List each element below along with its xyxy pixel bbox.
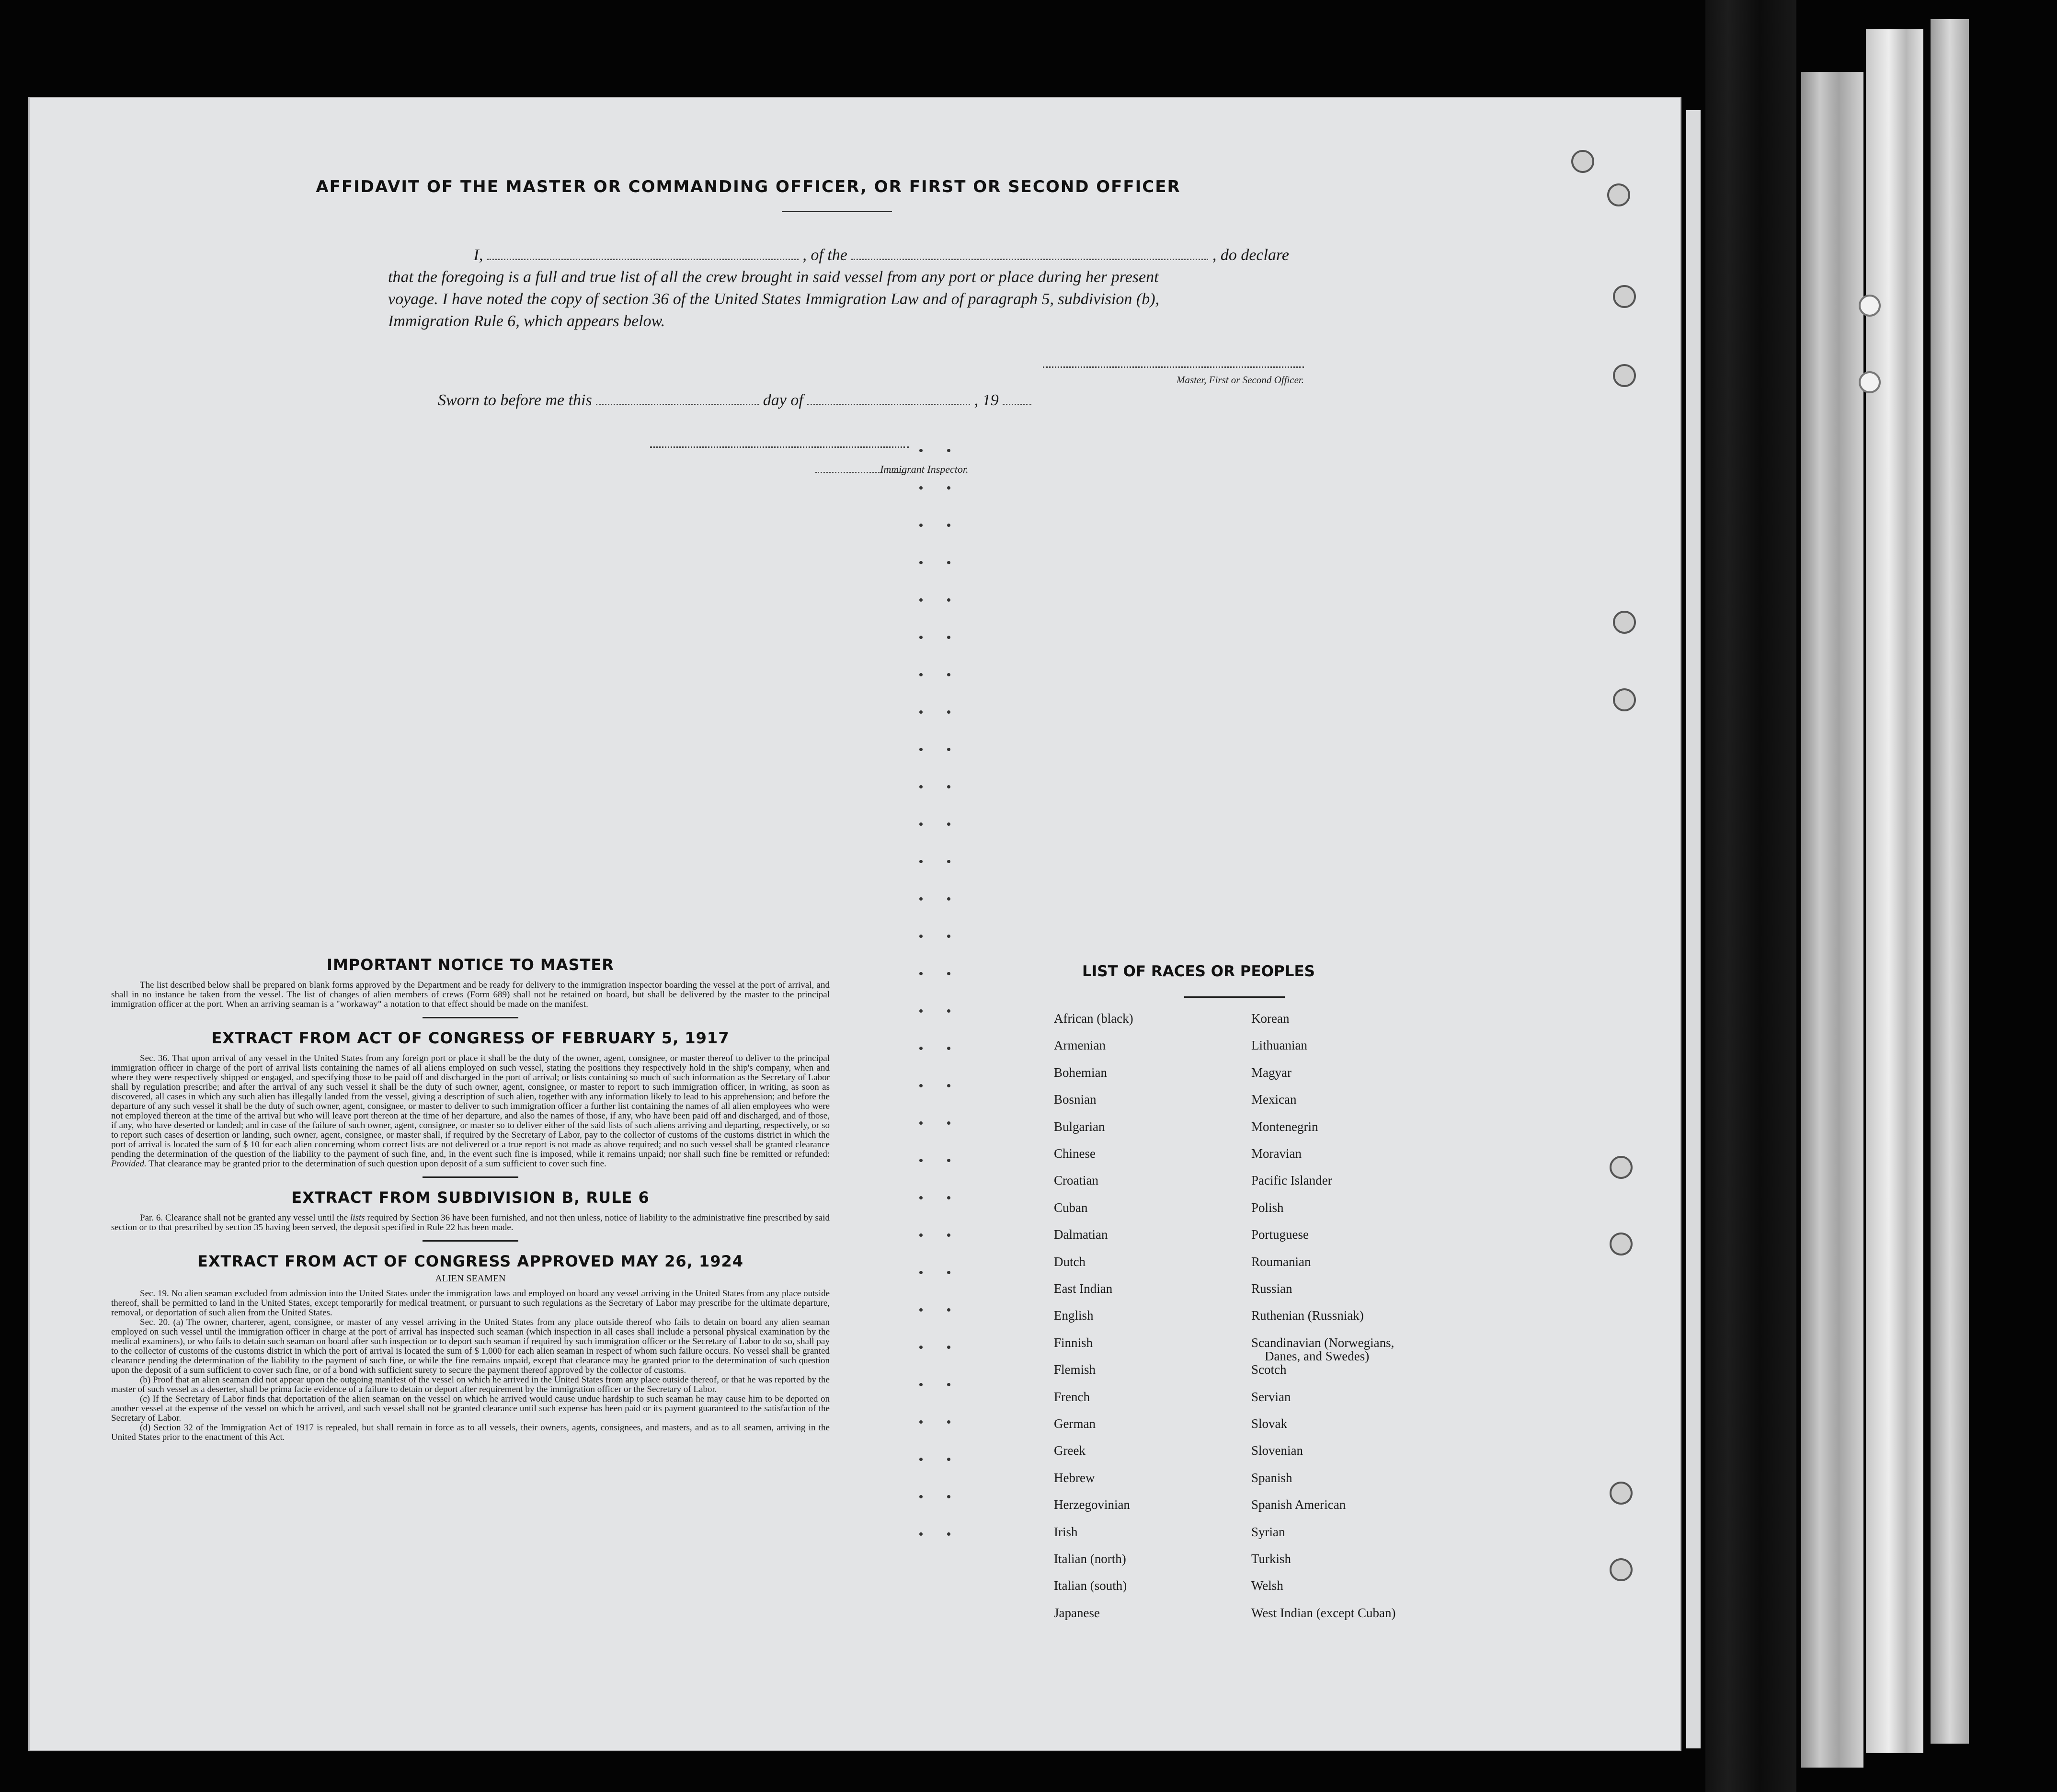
race-item: Portuguese <box>1251 1227 1309 1242</box>
punch-hole-icon <box>1610 1482 1633 1505</box>
column-tick-mark <box>947 1495 950 1498</box>
sworn-statement <box>438 391 1031 410</box>
column-tick-mark <box>919 785 923 788</box>
race-item: Korean <box>1251 1011 1290 1026</box>
column-tick-mark <box>919 598 923 602</box>
inspector-label: Immigrant Inspector. <box>880 463 969 475</box>
column-tick-mark <box>919 897 923 901</box>
column-tick-mark <box>947 673 950 676</box>
master-name-blank[interactable] <box>487 254 799 260</box>
race-item: Cuban <box>1054 1200 1088 1215</box>
paper-stack-shadow <box>1705 0 1796 1792</box>
race-item: Italian (north) <box>1054 1552 1126 1566</box>
race-item: Welsh <box>1251 1578 1283 1593</box>
column-tick-mark <box>919 1383 923 1386</box>
act-1924-sec-20c: (c) If the Secretary of Labor finds that deportation of the alien seaman on the vessel on which he arrived would cause undue hardship to such seaman he may cause him to be deported on another vessel at the expense of the vessel on which he arrived, and such vessel shall not be granted clearance until such expense has been paid or its payment guaranteed to the satisfaction of the Secretary of Labor. <box>111 1394 830 1423</box>
act-1924-sec-20d: (d) Section 32 of the Immigration Act of 1917 is repealed, but shall remain in force as to all vessels, their owners, agents, consignees, and masters, and as to all seamen, arriving in the United States prior to the enactment of this Act. <box>111 1423 830 1442</box>
column-tick-mark <box>919 822 923 826</box>
column-tick-mark <box>947 1346 950 1349</box>
inspector-signature-line[interactable] <box>650 446 909 448</box>
column-tick-mark <box>947 1420 950 1424</box>
column-tick-mark <box>919 1458 923 1461</box>
column-tick-mark <box>947 860 950 863</box>
column-tick-mark <box>919 673 923 676</box>
race-item: Dalmatian <box>1054 1227 1108 1242</box>
column-tick-mark <box>947 598 950 602</box>
column-tick-mark <box>947 1308 950 1312</box>
race-item: Italian (south) <box>1054 1578 1127 1593</box>
race-item: West Indian (except Cuban) <box>1251 1605 1396 1620</box>
column-tick-mark <box>919 748 923 751</box>
column-tick-mark <box>919 1420 923 1424</box>
column-tick-mark <box>947 935 950 938</box>
punch-hole-icon <box>1610 1233 1633 1256</box>
sworn-day-of: day of <box>763 391 803 409</box>
punch-hole-icon <box>1571 150 1594 173</box>
declaration-line-3: voyage. I have noted the copy of section 36 of the United States Immigration Law and of paragraph 5, subdivision (b), <box>388 290 1160 308</box>
rule-6-heading: EXTRACT FROM SUBDIVISION B, RULE 6 <box>291 1188 650 1207</box>
column-tick-mark <box>919 1196 923 1199</box>
race-item: Croatian <box>1054 1173 1098 1188</box>
race-item: East Indian <box>1054 1281 1113 1296</box>
document-page <box>30 98 1680 1750</box>
punch-hole-icon <box>1859 371 1881 393</box>
rule-6-text: Par. 6. Clearance shall not be granted any vessel until the lists required by Section 36 have been furnished, and not then unless, notice of liability to the administrative fine prescribed by said section or to that prescribed by section 35 having been served, the deposit specified in Rule 22 has been made. <box>111 1213 830 1233</box>
column-tick-mark <box>919 1495 923 1498</box>
column-tick-mark <box>919 860 923 863</box>
punch-hole-icon <box>1610 1558 1633 1581</box>
race-item: Danes, and Swedes) <box>1265 1348 1370 1363</box>
race-item: African (black) <box>1054 1011 1133 1026</box>
race-item: Spanish American <box>1251 1497 1346 1512</box>
column-tick-mark <box>947 1047 950 1050</box>
column-tick-mark <box>947 1532 950 1536</box>
column-tick-mark <box>919 1159 923 1162</box>
column-tick-mark <box>919 1047 923 1050</box>
race-item: Finnish <box>1054 1335 1093 1350</box>
column-tick-mark <box>947 524 950 527</box>
column-tick-mark <box>919 449 923 452</box>
race-item: Greek <box>1054 1443 1086 1458</box>
race-item: Turkish <box>1251 1552 1291 1566</box>
column-tick-mark <box>947 710 950 714</box>
punch-hole-icon <box>1613 364 1636 387</box>
race-item: Magyar <box>1251 1065 1291 1080</box>
race-item: Servian <box>1251 1389 1291 1404</box>
paper-stack-edge <box>1686 110 1701 1748</box>
race-item: Spanish <box>1251 1470 1292 1485</box>
sworn-year: , 19 <box>974 391 999 409</box>
race-item: Japanese <box>1054 1605 1100 1620</box>
race-item: Moravian <box>1251 1146 1302 1161</box>
race-item: Dutch <box>1054 1254 1086 1269</box>
act-1924-sec-19: Sec. 19. No alien seaman excluded from admission into the United States under the immigration laws and employed on board any vessel arriving in the United States from any place outside thereof, shall be permitted to land in the United States, except temporarily for medical treatment, or pursuant to such regulations as the Secretary of Labor may prescribe for the ultimate departure, removal, or deportation of such alien from the United States. <box>111 1289 830 1318</box>
column-tick-mark <box>947 785 950 788</box>
punch-hole-icon <box>1613 285 1636 308</box>
column-tick-mark <box>919 636 923 639</box>
column-tick-mark <box>919 486 923 490</box>
race-item: Syrian <box>1251 1524 1285 1539</box>
vessel-name-blank[interactable] <box>851 254 1208 260</box>
race-item: Ruthenian (Russniak) <box>1251 1308 1364 1323</box>
column-tick-mark <box>919 935 923 938</box>
race-item: Scandinavian (Norwegians, <box>1251 1335 1394 1350</box>
act-1924-subheading: ALIEN SEAMEN <box>435 1273 506 1284</box>
important-notice-heading: IMPORTANT NOTICE TO MASTER <box>327 956 614 974</box>
title-divider <box>782 211 892 212</box>
declaration-do-declare: , do declare <box>1212 246 1290 264</box>
column-tick-mark <box>947 1458 950 1461</box>
master-signature-line[interactable] <box>1043 366 1304 368</box>
column-tick-mark <box>947 822 950 826</box>
act-1917-text: Sec. 36. That upon arrival of any vessel in the United States from any foreign port or place it shall be the duty of the owner, agent, consignee, or master thereof to deliver to the principal immigration officer in charge of the port of arrival lists containing the names of all aliens employed on such vessel, stating the positions they respectively hold in the ship's company, when and where they were respectively shipped or engaged, and specifying those to be paid off and discharged in the port of arrival; or lists containing so much of such information as the Secretary of Labor shall by regulation prescribe; and after the arrival of any such vessel it shall be the duty of such owner, agent, consignee, or master to report to such immigration officer, in writing, as soon as discovered, all cases in which any such alien has illegally landed from the vessel, giving a description of such alien, together with any information likely to lead to his apprehension; and before the departure of any such vessel it shall be the duty of such owner, agent, consignee, or master to deliver to such immigration officer a further list containing the names of all alien employees who were not employed thereon at the time of the arrival but who will leave port thereon at the time of her departure, and also the names of those, if any, who have been paid off and discharged, and of those, if any, who have deserted or landed; and in case of the failure of such owner, agent, consignee, or master so to deliver either of the said lists of such aliens arriving and departing, respectively, or so to report such cases of desertion or landing, such owner, agent, consignee, or master shall, if required by the Secretary of Labor, pay to the collector of customs of the customs district in which the port of arrival is located the sum of $ 10 for each alien concerning whom correct lists are not delivered or a true report is not made as above required; and no such vessel shall be granted clearance pending the determination of the question of the liability to the payment of such fine, and, in the event such fine is imposed, while it remains unpaid; nor shall such fine be remitted or refunded: Provided. That clearance may be granted prior to the determination of such question upon deposit of a sum sufficient to cover such fine. <box>111 1053 830 1169</box>
race-item: Bohemian <box>1054 1065 1107 1080</box>
races-heading: LIST OF RACES OR PEOPLES <box>1082 963 1315 980</box>
declaration-i: I, <box>473 246 483 264</box>
race-item: Armenian <box>1054 1038 1106 1053</box>
punch-hole-icon <box>1613 611 1636 634</box>
act-1924-sec-20b: (b) Proof that an alien seaman did not appear upon the outgoing manifest of the vessel on which he arrived in the United States from any place outside thereof, or that he was reported by the master of such vessel as a deserter, shall be prima facie evidence of a failure to detain or deport after requirement by the immigration officer or the Secretary of Labor. <box>111 1375 830 1394</box>
column-tick-mark <box>919 1084 923 1087</box>
paper-stack-sheet <box>1866 29 1923 1753</box>
race-item: Bulgarian <box>1054 1119 1105 1134</box>
race-item: Polish <box>1251 1200 1284 1215</box>
column-tick-mark <box>947 561 950 564</box>
paper-stack-sheet <box>1931 19 1969 1744</box>
column-tick-mark <box>919 1121 923 1125</box>
section-divider <box>423 1240 518 1242</box>
race-item: Flemish <box>1054 1362 1096 1377</box>
column-tick-mark <box>947 1159 950 1162</box>
column-tick-mark <box>947 1009 950 1013</box>
column-tick-mark <box>919 1308 923 1312</box>
punch-hole-icon <box>1610 1156 1633 1179</box>
sworn-day-blank[interactable] <box>596 399 759 405</box>
important-notice-text: The list described below shall be prepared on blank forms approved by the Department and be ready for delivery to the immigration inspector boarding the vessel at the port of arrival, and shall in no instance be taken from the vessel. The list of changes of alien members of crews (Form 689) shall not be retained on board, but shall be delivered by the master to the principal immigration officer at the port. When an arriving seaman is a "workaway" a notation to that effect should be made on the manifest. <box>111 980 830 1009</box>
race-item: Hebrew <box>1054 1470 1095 1485</box>
sworn-year-blank[interactable] <box>1003 399 1031 405</box>
column-tick-mark <box>947 748 950 751</box>
sworn-prefix: Sworn to before me this <box>438 391 592 409</box>
column-tick-mark <box>919 710 923 714</box>
race-item: German <box>1054 1416 1096 1431</box>
column-tick-mark <box>947 1271 950 1274</box>
race-item: Slovenian <box>1251 1443 1303 1458</box>
race-item: Slovak <box>1251 1416 1288 1431</box>
punch-hole-icon <box>1613 688 1636 711</box>
races-divider <box>1184 996 1285 998</box>
column-tick-mark <box>947 1084 950 1087</box>
column-tick-mark <box>947 1383 950 1386</box>
act-1924-heading: EXTRACT FROM ACT OF CONGRESS APPROVED MAY 26, 1924 <box>197 1252 744 1270</box>
important-notice-section <box>111 956 830 1442</box>
race-item: English <box>1054 1308 1094 1323</box>
race-item: Irish <box>1054 1524 1078 1539</box>
column-tick-mark <box>947 1196 950 1199</box>
column-tick-mark <box>919 1532 923 1536</box>
race-item: Herzegovinian <box>1054 1497 1130 1512</box>
sworn-month-blank[interactable] <box>807 399 970 405</box>
column-tick-mark <box>947 636 950 639</box>
paper-stack-sheet <box>1801 72 1863 1768</box>
race-item: Roumanian <box>1251 1254 1311 1269</box>
column-tick-mark <box>947 1233 950 1237</box>
master-signature-label: Master, First or Second Officer. <box>1177 374 1304 386</box>
column-tick-mark <box>947 449 950 452</box>
race-item: Russian <box>1251 1281 1292 1296</box>
section-divider <box>423 1176 518 1178</box>
act-1924-sec-20a: Sec. 20. (a) The owner, charterer, agent, consignee, or master of any vessel arriving in the United States from any place outside thereof who fails to detain on board any alien seaman employed on such vessel until the immigration officer in charge at the port of arrival has inspected such seaman (which inspection in all cases shall include a personal physical examination by the medical examiners), or who fails to detain such seaman on board after such inspection or to deport such seaman if required by such immigration officer or the Secretary of Labor to do so, shall pay to the collector of customs of the customs district in which the port of arrival is located the sum of $ 1,000 for each alien seaman in respect of whom such failure occurs. No vessel shall be granted clearance pending the determination of the liability to the payment of such fine, or while the fine remains unpaid, except that clearance may be granted prior to the determination of such question upon the deposit of a sum sufficient to cover such fine, or of a bond with sufficient surety to secure the payment thereof approved by the collector of customs. <box>111 1317 830 1375</box>
column-tick-mark <box>947 1121 950 1125</box>
column-tick-mark <box>919 561 923 564</box>
race-item: Lithuanian <box>1251 1038 1307 1053</box>
act-1917-heading: EXTRACT FROM ACT OF CONGRESS OF FEBRUARY 5, 1917 <box>211 1029 730 1047</box>
declaration-line-1 <box>388 244 1351 332</box>
punch-hole-icon <box>1859 295 1881 317</box>
page-title: AFFIDAVIT OF THE MASTER OR COMMANDING OFFICER, OR FIRST OR SECOND OFFICER <box>316 177 1181 196</box>
declaration-line-4: Immigration Rule 6, which appears below. <box>388 312 665 330</box>
race-item: Bosnian <box>1054 1092 1097 1107</box>
column-tick-mark <box>947 486 950 490</box>
section-divider <box>423 1017 518 1018</box>
declaration-line-2: that the foregoing is a full and true list of all the crew brought in said vessel from any port or place during her present <box>388 268 1159 286</box>
race-item: Scotch <box>1251 1362 1287 1377</box>
race-item: French <box>1054 1389 1090 1404</box>
column-tick-mark <box>919 524 923 527</box>
column-tick-mark <box>919 1233 923 1237</box>
column-tick-mark <box>919 1346 923 1349</box>
column-tick-mark <box>919 1271 923 1274</box>
punch-hole-icon <box>1607 183 1630 206</box>
column-tick-mark <box>947 897 950 901</box>
column-tick-mark <box>919 1009 923 1013</box>
column-tick-mark <box>919 972 923 975</box>
column-tick-mark <box>947 972 950 975</box>
race-item: Pacific Islander <box>1251 1173 1332 1188</box>
declaration-of-the: , of the <box>802 246 847 264</box>
race-item: Mexican <box>1251 1092 1297 1107</box>
race-item: Montenegrin <box>1251 1119 1318 1134</box>
race-item: Chinese <box>1054 1146 1096 1161</box>
